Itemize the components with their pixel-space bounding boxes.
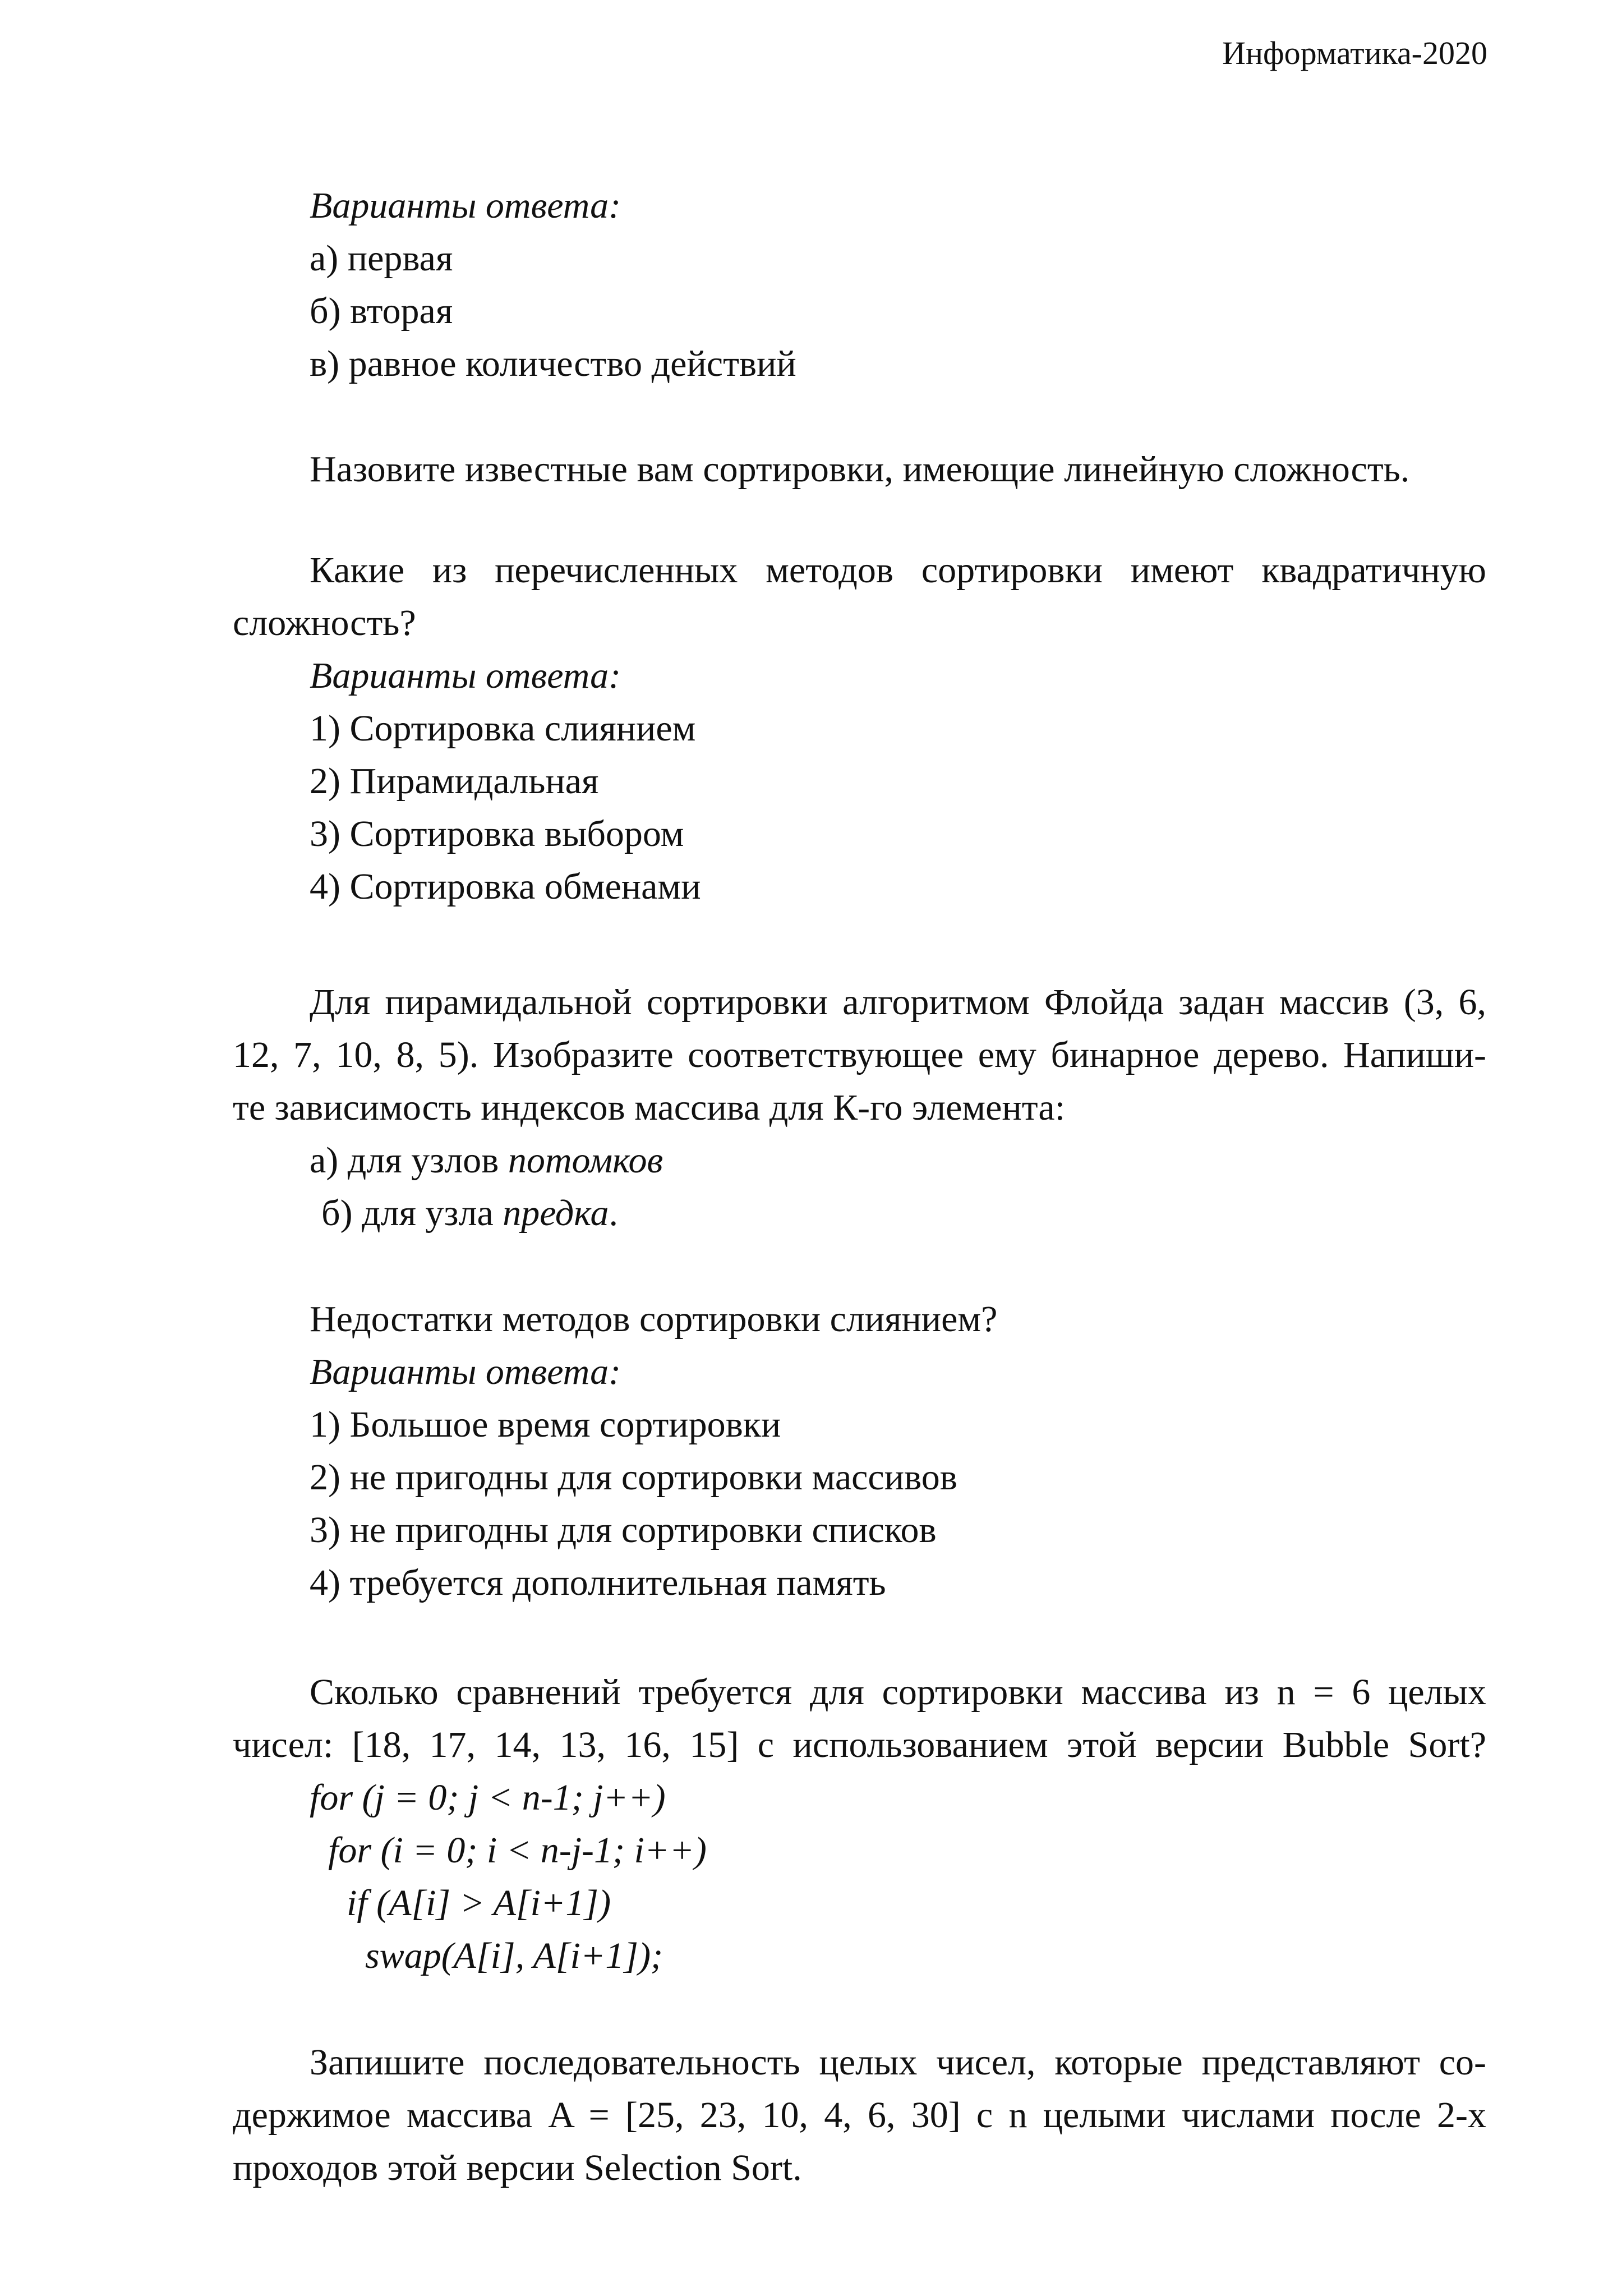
option-item: в) равное количество действий <box>310 343 796 384</box>
question-text: Назовите известные вам сортировки, имеющие линейную сложность. <box>310 449 1410 490</box>
option-item: 4) требуется дополнительная память <box>310 1562 886 1603</box>
option-item <box>233 1187 1486 1240</box>
question-text: сложность? <box>233 602 416 643</box>
option-item: 2) Пирамидальная <box>310 761 599 802</box>
running-header: Информатика-2020 <box>1222 35 1487 71</box>
option-item: 1) Сортировка слиянием <box>310 708 696 749</box>
question-text: чисел: [18, 17, 14, 13, 16, 15] с использованием этой версии Bubble Sort? <box>233 1724 1486 1765</box>
option-item: а) первая <box>310 238 453 279</box>
variants-label: Варианты ответа: <box>310 655 621 696</box>
question-text: Недостатки методов сортировки слиянием? <box>310 1299 998 1340</box>
option-emphasis: предка <box>503 1193 609 1234</box>
option-text: б) для узла <box>321 1193 503 1234</box>
option-text: . <box>609 1193 619 1234</box>
code-line: if (A[i] > A[i+1]) <box>310 1883 611 1924</box>
option-item: 3) Сортировка выбором <box>310 813 684 854</box>
question-quadratic <box>233 544 1486 913</box>
question-text: Какие из перечисленных методов сортировки имеют квадратичную <box>310 550 1486 591</box>
question-text: 12, 7, 10, 8, 5). Изобразите соответствующее ему бинарное дерево. Напиши- <box>233 1034 1486 1075</box>
option-item: 1) Большое время сортировки <box>310 1404 781 1445</box>
option-item <box>233 1134 1486 1187</box>
question-selection-sort <box>233 2036 1486 2194</box>
question-merge-sort <box>233 1293 1486 1609</box>
question-text: Для пирамидальной сортировки алгоритмом Флойда задан массив (3, 6, <box>310 982 1486 1023</box>
answer-block-1 <box>233 180 1486 390</box>
question-heap-sort <box>233 976 1486 1240</box>
question-text: держимое массива A = [25, 23, 10, 4, 6, 30] с n целыми числами после 2-х <box>233 2095 1486 2136</box>
variants-label: Варианты ответа: <box>310 1351 621 1392</box>
question-text: Запишите последовательность целых чисел, которые представляют со- <box>310 2042 1486 2083</box>
option-item: 3) не пригодны для сортировки списков <box>310 1510 937 1550</box>
code-line: for (i = 0; i < n-j-1; i++) <box>310 1830 707 1871</box>
question-bubble-sort <box>233 1666 1486 1982</box>
option-item: 4) Сортировка обменами <box>310 866 701 907</box>
question-text: те зависимость индексов массива для К-го элемента: <box>233 1087 1066 1128</box>
code-line: swap(A[i], A[i+1]); <box>310 1935 663 1976</box>
option-emphasis: потомков <box>508 1140 663 1181</box>
question-text: проходов этой версии Selection Sort. <box>233 2147 802 2188</box>
variants-label: Варианты ответа: <box>310 185 621 226</box>
code-line: for (j = 0; j < n-1; j++) <box>310 1777 666 1818</box>
question-text: Сколько сравнений требуется для сортировки массива из n = 6 целых <box>310 1672 1486 1713</box>
option-item: 2) не пригодны для сортировки массивов <box>310 1457 957 1498</box>
option-item: б) вторая <box>310 291 453 332</box>
question-linear-sorts <box>233 443 1486 496</box>
option-text: а) для узлов <box>310 1140 508 1181</box>
